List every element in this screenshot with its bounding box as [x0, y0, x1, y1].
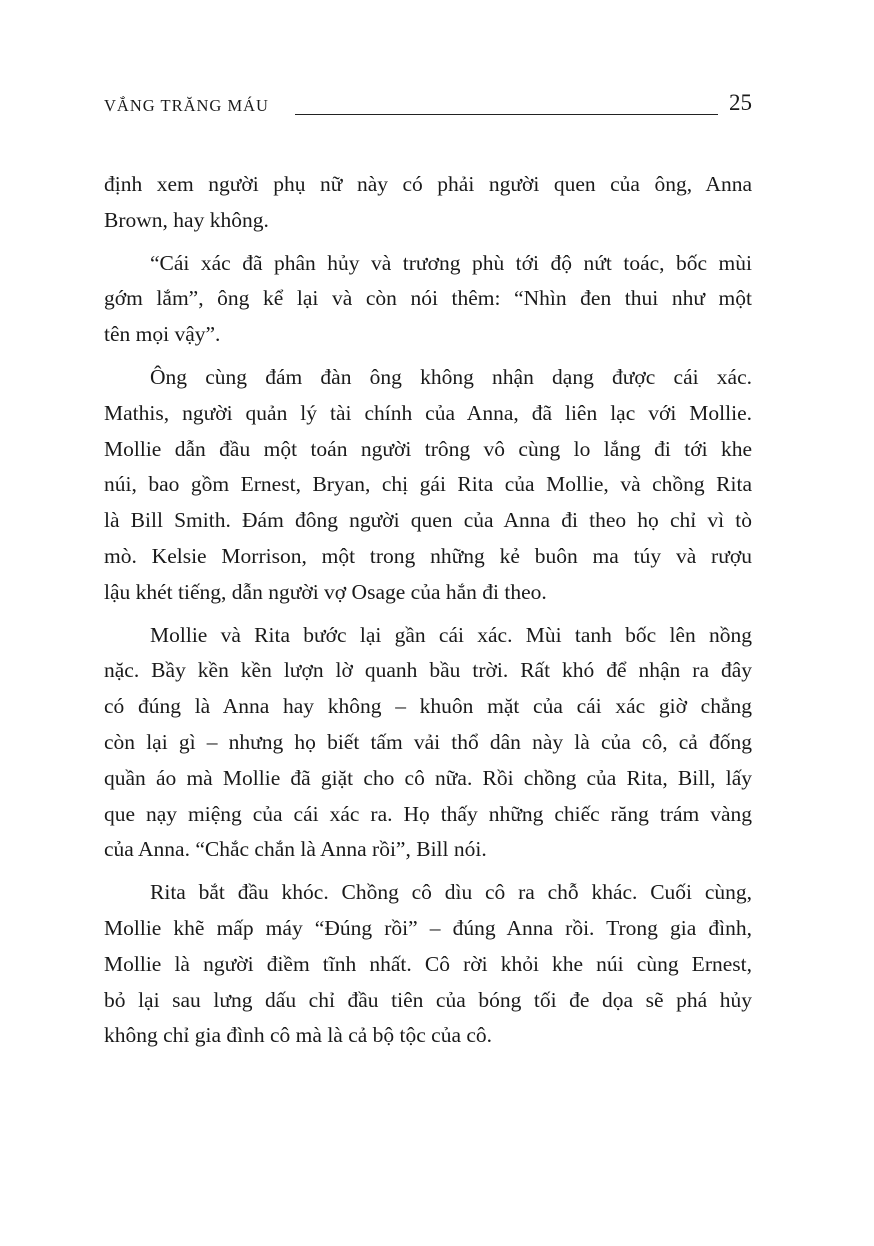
text-line: là Bill Smith. Đám đông người quen của Anna đi theo họ chỉ vì tò [104, 508, 752, 533]
page-header [104, 92, 752, 122]
page-number: 25 [729, 90, 752, 115]
text-line: của Anna. “Chắc chắn là Anna rồi”, Bill nói. [104, 837, 487, 862]
text-line: gớm lắm”, ông kể lại và còn nói thêm: “Nhìn đen thui như một [104, 286, 752, 311]
text-line: không chỉ gia đình cô mà là cả bộ tộc của cô. [104, 1023, 493, 1048]
text-line: Brown, hay không. [104, 207, 269, 232]
text-line: mò. Kelsie Morrison, một trong những kẻ buôn ma túy và rượu [104, 543, 752, 568]
text-line: Mollie dẫn đầu một toán người trông vô cùng lo lắng đi tới khe [104, 436, 752, 461]
text-line: bỏ lại sau lưng dấu chỉ đầu tiên của bóng tối đe dọa sẽ phá hủy [104, 987, 752, 1012]
text-line: có đúng là Anna hay không – khuôn mặt của cái xác giờ chẳng [104, 694, 752, 719]
text-line: định xem người phụ nữ này có phải người quen của ông, Anna [104, 172, 752, 196]
text-line: Mathis, người quản lý tài chính của Anna, đã liên lạc với Mollie. [104, 400, 752, 425]
text-line: “Cái xác đã phân hủy và trương phù tới độ nứt toác, bốc mùi [150, 250, 752, 275]
running-title: VẮNG TRĂNG MÁU [104, 96, 269, 115]
text-line: núi, bao gồm Ernest, Bryan, chị gái Rita của Mollie, và chồng Rita [104, 472, 752, 497]
text-line: lậu khét tiếng, dẫn người vợ Osage của hắn đi theo. [104, 579, 547, 604]
text-line: que nạy miệng của cái xác ra. Họ thấy những chiếc răng trám vàng [104, 801, 752, 826]
text-line: Mollie là người điềm tĩnh nhất. Cô rời khỏi khe núi cùng Ernest, [104, 951, 752, 976]
text-line: nặc. Bầy kền kền lượn lờ quanh bầu trời. Rất khó để nhận ra đây [104, 658, 752, 683]
paragraph [104, 618, 752, 869]
text-line: Rita bắt đầu khóc. Chồng cô dìu cô ra chỗ khác. Cuối cùng, [150, 880, 752, 905]
text-line: tên mọi vậy”. [104, 322, 221, 347]
paragraph [104, 875, 752, 1054]
text-line: Ông cùng đám đàn ông không nhận dạng được cái xác. [150, 364, 752, 389]
text-line: quần áo mà Mollie đã giặt cho cô nữa. Rồi chồng của Rita, Bill, lấy [104, 765, 752, 790]
text-line: Mollie khẽ mấp máy “Đúng rồi” – đúng Anna rồi. Trong gia đình, [104, 915, 752, 940]
text-line: Mollie và Rita bước lại gần cái xác. Mùi tanh bốc lên nồng [150, 622, 752, 647]
text-line: còn lại gì – nhưng họ biết tấm vải thổ dân này là của cô, cả đống [104, 729, 752, 754]
paragraph [104, 246, 752, 353]
paragraph [104, 167, 752, 239]
header-rule [295, 114, 718, 115]
body-text [104, 167, 752, 1061]
paragraph [104, 360, 752, 611]
